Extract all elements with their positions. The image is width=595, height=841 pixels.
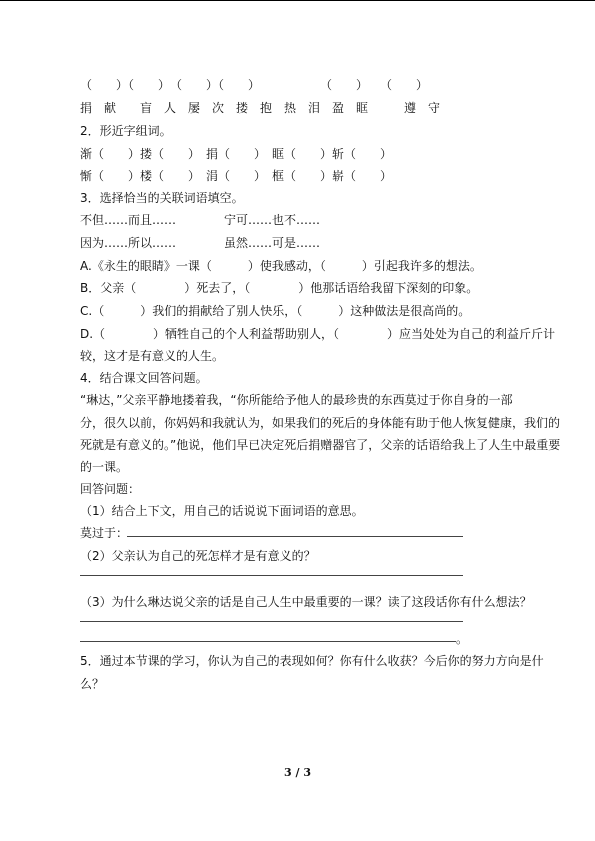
q5-text: 5．通过本节课的学习，你认为自己的表现如何？你有什么收获？今后你的努力方向是什 xyxy=(80,654,544,668)
answer-line-3[interactable] xyxy=(80,621,463,622)
sub-q1-term: 莫过于： xyxy=(80,526,129,540)
q3-options-row-2: 因为……所以…… 虽然……可是…… xyxy=(80,236,321,250)
q3-item-d: D.（ ）牺牲自己的个人利益帮助别人，（ ）应当处处为自己的利益斤斤计 xyxy=(80,327,556,341)
pinyin-blanks-row: （ ）（ ） （ ）（ ） （ ） （ ） xyxy=(80,78,429,92)
sub-q2: （2）父亲认为自己的死怎样才是有意义的？ xyxy=(80,549,316,563)
q2-heading: 2．形近字组词。 xyxy=(80,124,172,138)
sub-q3: （3）为什么琳达说父亲的话是自己人生中最重要的一课？读了这段话你有什么想法？ xyxy=(80,595,532,609)
passage-line-1: “琳达，”父亲平静地搂着我，“你所能给予他人的最珍贵的东西莫过于你自身的一部 xyxy=(80,393,513,407)
page-number: 3 / 3 xyxy=(284,766,311,779)
q3-item-d-cont: 较，这才是有意义的人生。 xyxy=(80,349,225,363)
q3-item-a: A.《永生的眼睛》一课（ ）使我感动，（ ）引起我许多的想法。 xyxy=(80,259,482,273)
passage-line-3: 死就是有意义的。”他说，他们早已决定死后捐赠器官了，父亲的话语给我上了人生中最重要 xyxy=(80,438,561,452)
q4-heading: 4．结合课文回答问题。 xyxy=(80,371,208,385)
q3-item-c: C.（ ）我们的捐献给了别人快乐，（ ）这种做法是很高尚的。 xyxy=(80,304,471,318)
vocab-words-row: 捐 献 盲 人 屡 次 搂 抱 热 泪 盈 眶 遵 守 xyxy=(80,101,441,115)
q2-row-1: 渐（ ）搂（ ） 捐（ ） 眶（ ）斩（ ） xyxy=(80,147,393,161)
answer-line-4-end: 。 xyxy=(456,632,469,646)
passage-line-4: 的一课。 xyxy=(80,460,129,474)
q3-options-row-1: 不但……而且…… 宁可……也不…… xyxy=(80,213,321,227)
q3-item-b: B．父亲（ ）死去了，（ ）他那话语给我留下深刻的印象。 xyxy=(80,281,479,295)
answer-line-2[interactable] xyxy=(80,575,463,576)
answer-line-4[interactable] xyxy=(80,641,456,642)
answer-prompt: 回答问题： xyxy=(80,482,141,496)
q5-text-cont: 么？ xyxy=(80,677,105,691)
passage-line-2: 分，很久以前，你妈妈和我就认为，如果我们的死后的身体能有助于他人恢复健康，我们的 xyxy=(80,416,561,430)
q3-heading: 3．选择恰当的关联词语填空。 xyxy=(80,191,244,205)
top-rule xyxy=(0,0,595,1)
answer-line-1[interactable] xyxy=(127,536,463,537)
q2-row-2: 惭（ ）楼（ ） 涓（ ） 框（ ）崭（ ） xyxy=(80,169,393,183)
sub-q1: （1）结合上下文，用自己的话说说下面词语的意思。 xyxy=(80,504,364,518)
